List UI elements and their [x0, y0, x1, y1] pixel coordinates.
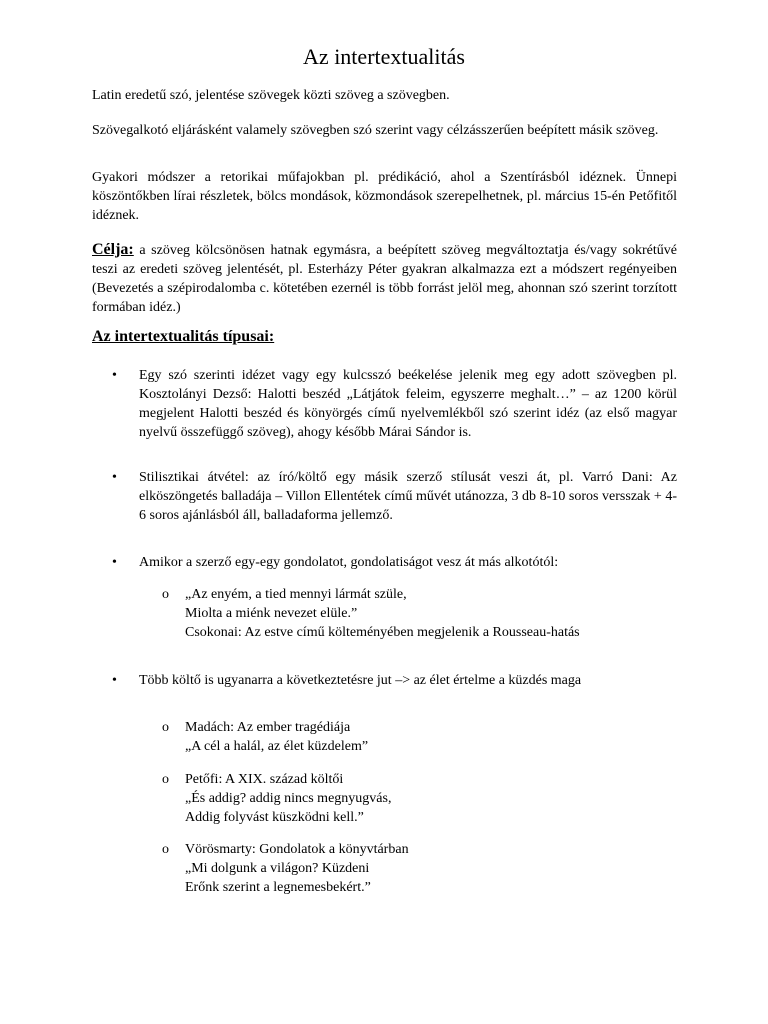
list-item-text: Amikor a szerző egy-egy gondolatot, gondolatiságot vesz át más alkotótól:: [139, 555, 559, 570]
sub-bullet-icon: o: [162, 772, 169, 787]
purpose-label: Célja:: [92, 241, 134, 258]
quote-line: Petőfi: A XIX. század költői: [185, 772, 344, 787]
types-heading: Az intertextualitás típusai:: [92, 328, 275, 345]
sub-list-lines: [185, 718, 662, 756]
list-item: [112, 366, 677, 442]
bullet-icon: •: [112, 470, 117, 485]
quote-line: Erőnk szerint a legnemesbekért.”: [185, 880, 371, 895]
bullet-icon: •: [112, 673, 117, 688]
quote-line: Addig folyvást küszködni kell.”: [185, 810, 364, 825]
quote-line: Vörösmarty: Gondolatok a könyvtárban: [185, 842, 409, 857]
list-item-text: Egy szó szerinti idézet vagy egy kulcsszó beékelése jelenik meg egy adott szövegben pl. Kosztolányi Dezső: Halotti beszéd „Látjátok feleim, egyszerre meghalt…” – az 1200 körül megjelent Halotti beszéd és könyörgés című nyelvemlékből szó szerint idéz (az első magyar nyelvű összefüggő szöveg), ahogy később Márai Sándor is.: [139, 368, 677, 440]
sub-bullet-icon: o: [162, 720, 169, 735]
list-item: [112, 468, 677, 525]
list-item-text: Több költő is ugyanarra a következtetésre jut –> az élet értelme a küzdés maga: [139, 673, 582, 688]
bullet-icon: •: [112, 555, 117, 570]
paragraph-text: Szövegalkotó eljárásként valamely szövegben szó szerint vagy célzásszerűen beépített másik szöveg.: [92, 123, 659, 138]
purpose-text: a szöveg kölcsönösen hatnak egymásra, a beépített szöveg megváltoztatja és/vagy sokrétűvé teszi az eredeti szöveg jelentését, pl. Esterházy Péter gyakran alkalmazza ezt a módszert regényeiben (Bevezetés a szépirodalomba c. kötetében ezernél is több forrást jelöl meg, ahonnan szó szerint torzított formában idéz.): [92, 243, 677, 315]
list-item-text: Stilisztikai átvétel: az író/költő egy másik szerző stílusát veszi át, pl. Varró Dani: Az elköszöngetés balladája – Villon Ellentétek című művét utánozza, 3 db 8-10 soros versszak + 4-6 soros ajánlásból áll, balladaforma jellemző.: [139, 470, 677, 523]
sub-list-lines: [185, 770, 662, 827]
purpose-text-block: [92, 240, 677, 317]
sub-list-lines: [185, 840, 662, 897]
paragraph-purpose: [92, 240, 677, 317]
sub-list-item: [162, 840, 662, 897]
paragraph-text: Gyakori módszer a retorikai műfajokban pl. prédikáció, ahol a Szentírásból idéznek. Ünnepi köszöntőkben lírai részletek, bölcs mondások, közmondások szerepelhetnek, pl. március 15-én Petőfitől idéznek.: [92, 170, 677, 223]
paragraph-text: Latin eredetű szó, jelentése szövegek közti szöveg a szövegben.: [92, 88, 450, 103]
sub-list-item: [162, 585, 662, 642]
paragraph-usage: [92, 168, 677, 225]
quote-line: „Az enyém, a tied mennyi lármát szüle,: [185, 587, 407, 602]
quote-line: „És addig? addig nincs megnyugvás,: [185, 791, 392, 806]
paragraph-procedure: [92, 121, 677, 140]
quote-line: Miolta a miénk nevezet elüle.”: [185, 606, 358, 621]
quote-line: Csokonai: Az estve című költeményében megjelenik a Rousseau-hatás: [185, 625, 580, 640]
quote-line: Madách: Az ember tragédiája: [185, 720, 351, 735]
list-item: [112, 671, 677, 690]
sub-bullet-icon: o: [162, 587, 169, 602]
sub-list-item: [162, 770, 662, 827]
sub-bullet-icon: o: [162, 842, 169, 857]
sub-list-item: [162, 718, 662, 756]
quote-line: „Mi dolgunk a világon? Küzdeni: [185, 861, 370, 876]
page-title: Az intertextualitás: [303, 44, 465, 69]
paragraph-definition: [92, 86, 677, 105]
list-item: [112, 553, 677, 572]
sub-list-lines: [185, 585, 662, 642]
bullet-icon: •: [112, 368, 117, 383]
quote-line: „A cél a halál, az élet küzdelem”: [185, 739, 369, 754]
